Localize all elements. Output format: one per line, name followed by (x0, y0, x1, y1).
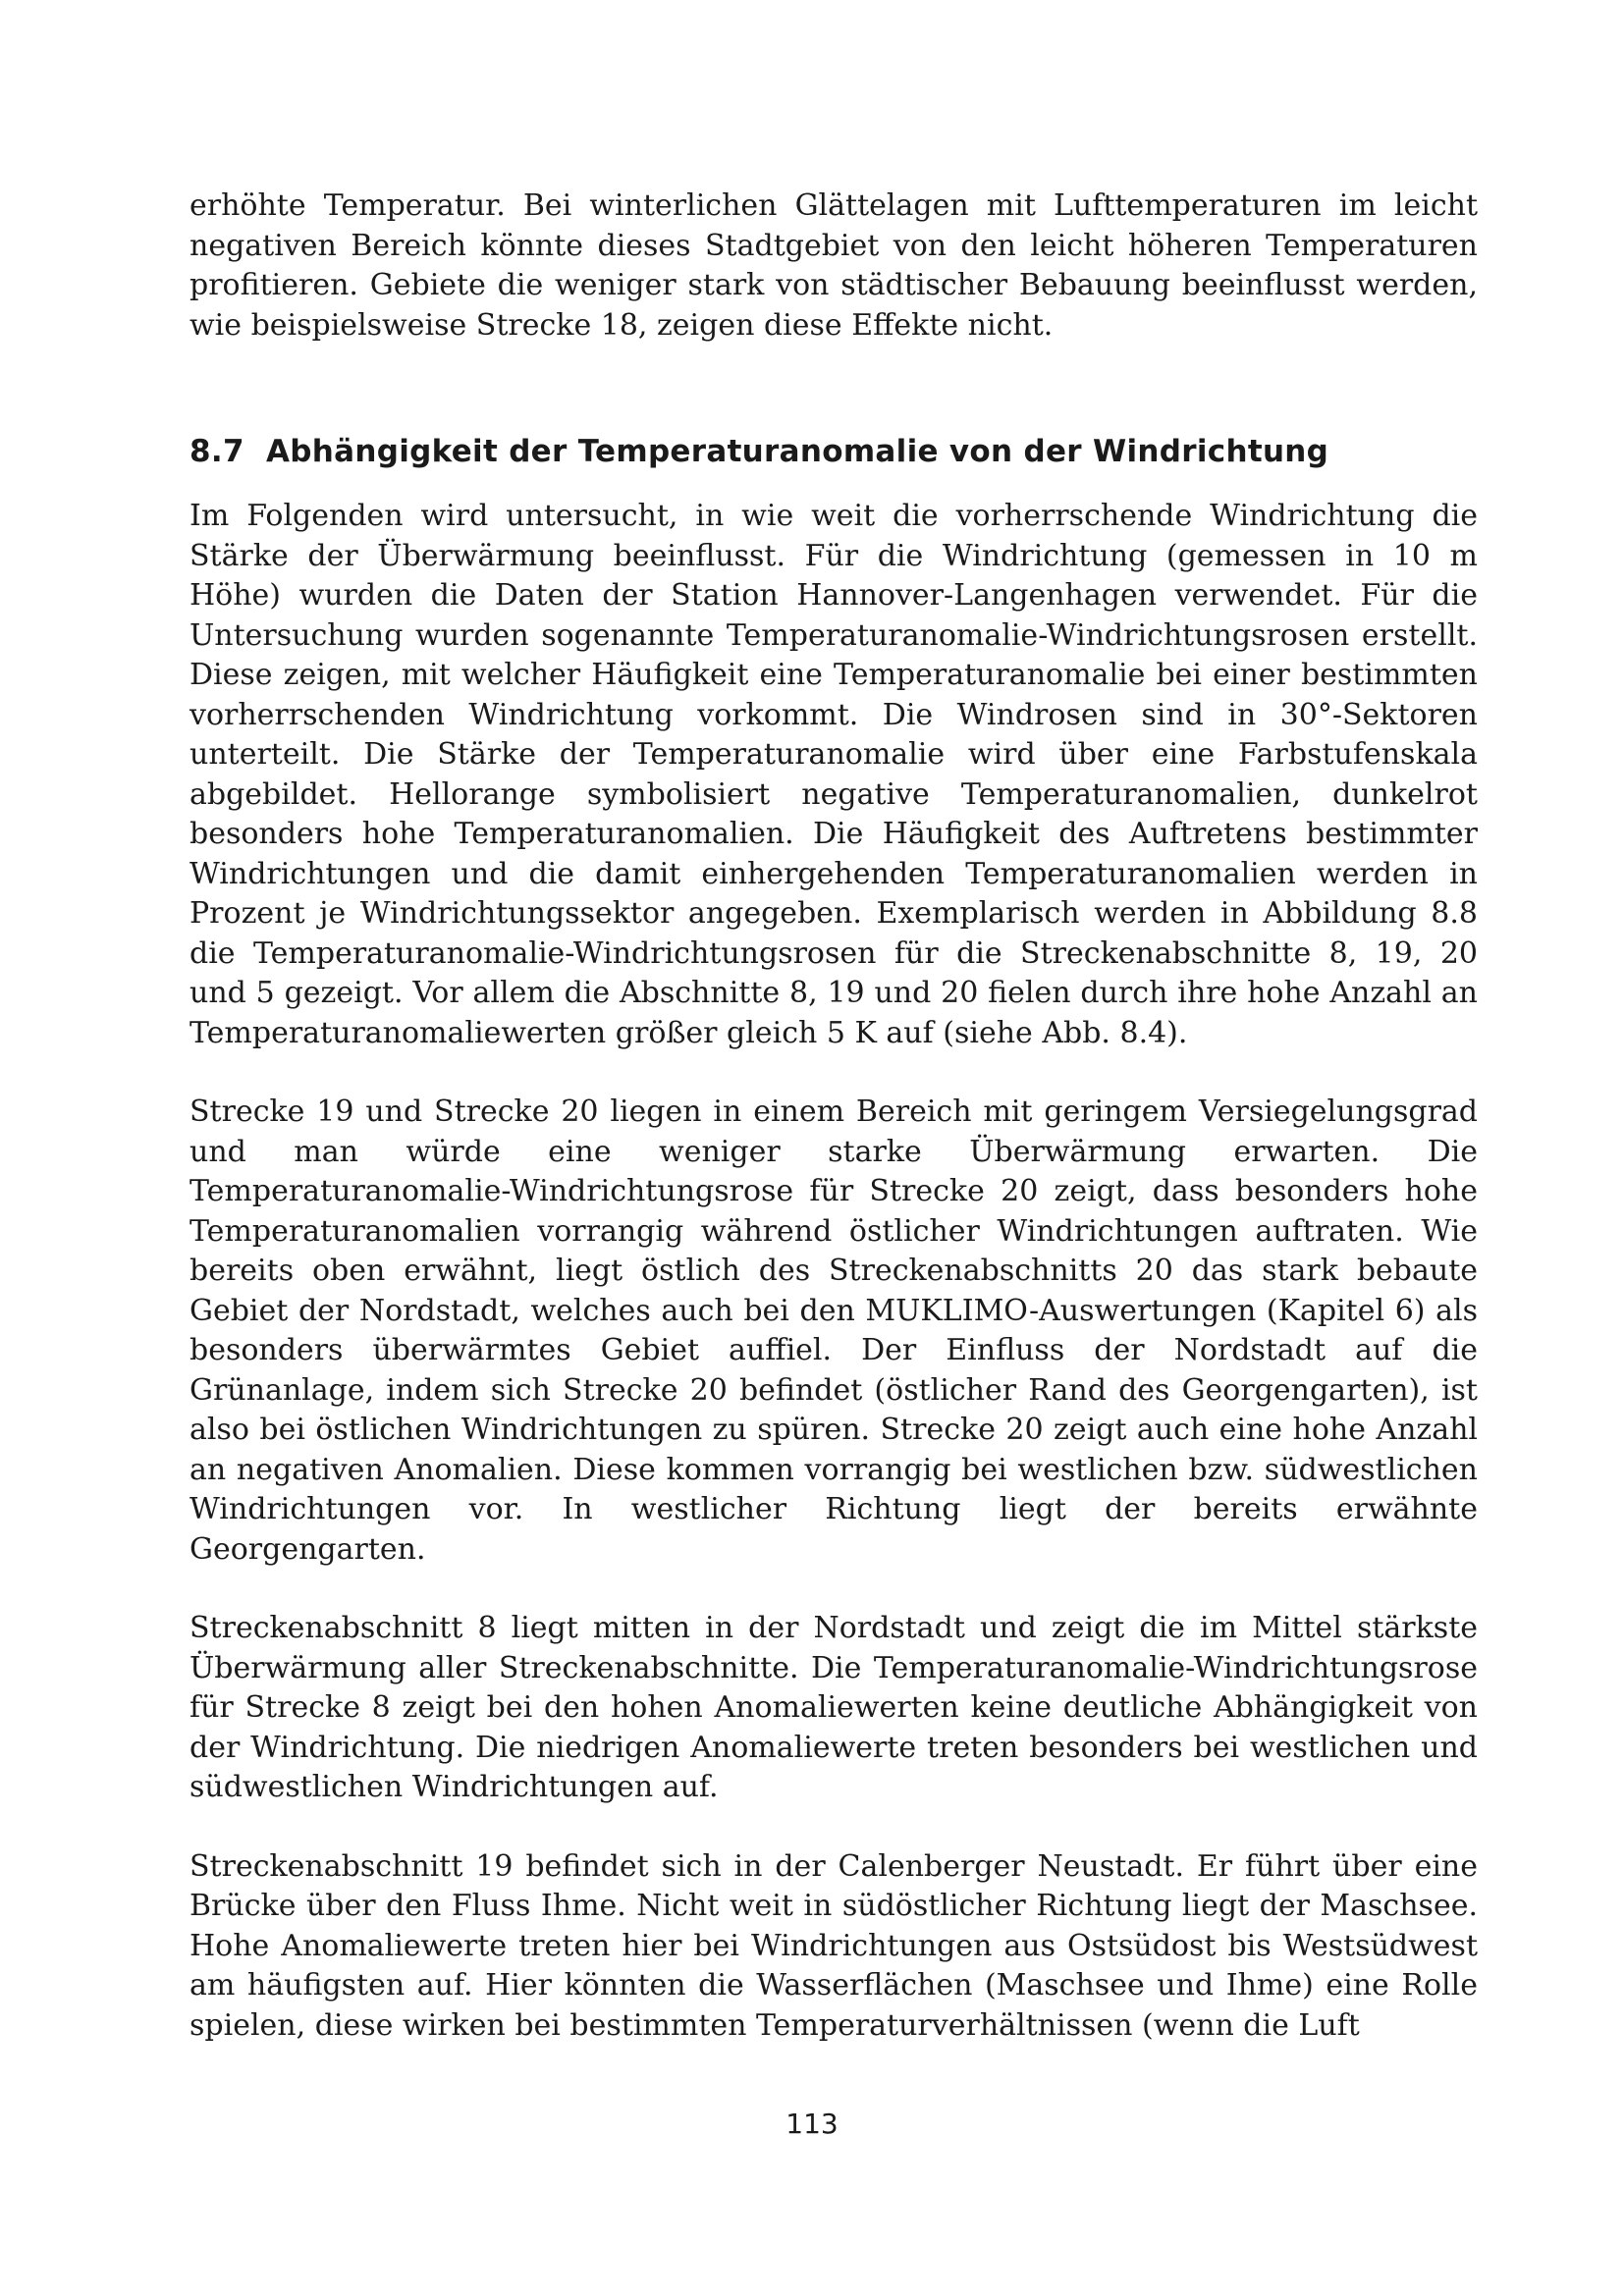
paragraph-3: Streckenabschnitt 8 liegt mitten in der Nordstadt und zeigt die im Mittel stärkste Überwärmung aller Streckenabschnitte. Die Temperaturanomalie-Windrichtungsrose für Strecke 8 zeigt bei den hohen Anomaliewerten keine deutliche Abhängigkeit von der Windrichtung. Die niedrigen Anomaliewerte treten besonders bei westlichen und südwestlichen Windrichtungen auf. (189, 1611, 1478, 1804)
paragraph-continued: erhöhte Temperatur. Bei winterlichen Glättelagen mit Lufttemperaturen im leicht negativen Bereich könnte dieses Stadtgebiet von den leicht höheren Temperaturen profitieren. Gebiete die weniger stark von städtischer Bebauung beeinflusst werden, wie beispielsweise Strecke 18, zeigen diese Effekte nicht. (189, 188, 1478, 343)
paragraph-2: Strecke 19 und Strecke 20 liegen in einem Bereich mit geringem Versiegelungsgrad und man würde eine weniger starke Überwärmung erwarten. Die Temperaturanomalie-Windrichtungsrose für Strecke 20 zeigt, dass besonders hohe Temperaturanomalien vorrangig während östlicher Windrichtungen auftraten. Wie bereits oben erwähnt, liegt östlich des Streckenabschnitts 20 das stark bebaute Gebiet der Nordstadt, welches auch bei den MUKLIMO-Auswertungen (Kapitel 6) als besonders überwärmtes Gebiet auffiel. Der Einfluss der Nordstadt auf die Grünanlage, indem sich Strecke 20 befindet (östlicher Rand des Georgengarten), ist also bei östlichen Windrichtungen zu spüren. Strecke 20 zeigt auch eine hohe Anzahl an negativen Anomalien. Diese kommen vorrangig bei westlichen bzw. südwestlichen Windrichtungen vor. In westlicher Richtung liegt der bereits erwähnte Georgengarten. (189, 1095, 1478, 1567)
page-number: 113 (785, 2108, 839, 2140)
section-title: Abhängigkeit der Temperaturanomalie von der Windrichtung (266, 434, 1329, 469)
section-heading (189, 432, 1478, 471)
section-number: 8.7 (189, 434, 244, 469)
page-body (189, 187, 1478, 2085)
paragraph-1: Im Folgenden wird untersucht, in wie weit die vorherrschende Windrichtung die Stärke der Überwärmung beeinflusst. Für die Windrichtung (gemessen in 10 m Höhe) wurden die Daten der Station Hannover-Langenhagen verwendet. Für die Untersuchung wurden sogenannte Temperaturanomalie-Windrichtungsrosen erstellt. Diese zeigen, mit welcher Häufigkeit eine Temperaturanomalie bei einer bestimmten vorherrschenden Windrichtung vorkommt. Die Windrosen sind in 30°-Sektoren unterteilt. Die Stärke der Temperaturanomalie wird über eine Farbstufenskala abgebildet. Hellorange symbolisiert negative Temperaturanomalien, dunkelrot besonders hohe Temperaturanomalien. Die Häufigkeit des Auftretens bestimmter Windrichtungen und die damit einhergehenden Temperaturanomalien werden in Prozent je Windrichtungssektor angegeben. Exemplarisch werden in Abbildung 8.8 die Temperaturanomalie-Windrichtungsrosen für die Streckenabschnitte 8, 19, 20 und 5 gezeigt. Vor allem die Abschnitte 8, 19 und 20 fielen durch ihre hohe Anzahl an Temperaturanomaliewerten größer gleich 5 K auf (siehe Abb. 8.4). (189, 499, 1478, 1050)
paragraph-4: Streckenabschnitt 19 befindet sich in der Calenberger Neustadt. Er führt über eine Brücke über den Fluss Ihme. Nicht weit in südöstlicher Richtung liegt der Maschsee. Hohe Anomaliewerte treten hier bei Windrichtungen aus Ostsüdost bis Westsüdwest am häufigsten auf. Hier könnten die Wasserflächen (Maschsee und Ihme) eine Rolle spielen, diese wirken bei bestimmten Temperaturverhältnissen (wenn die Luft (189, 1848, 1478, 2043)
